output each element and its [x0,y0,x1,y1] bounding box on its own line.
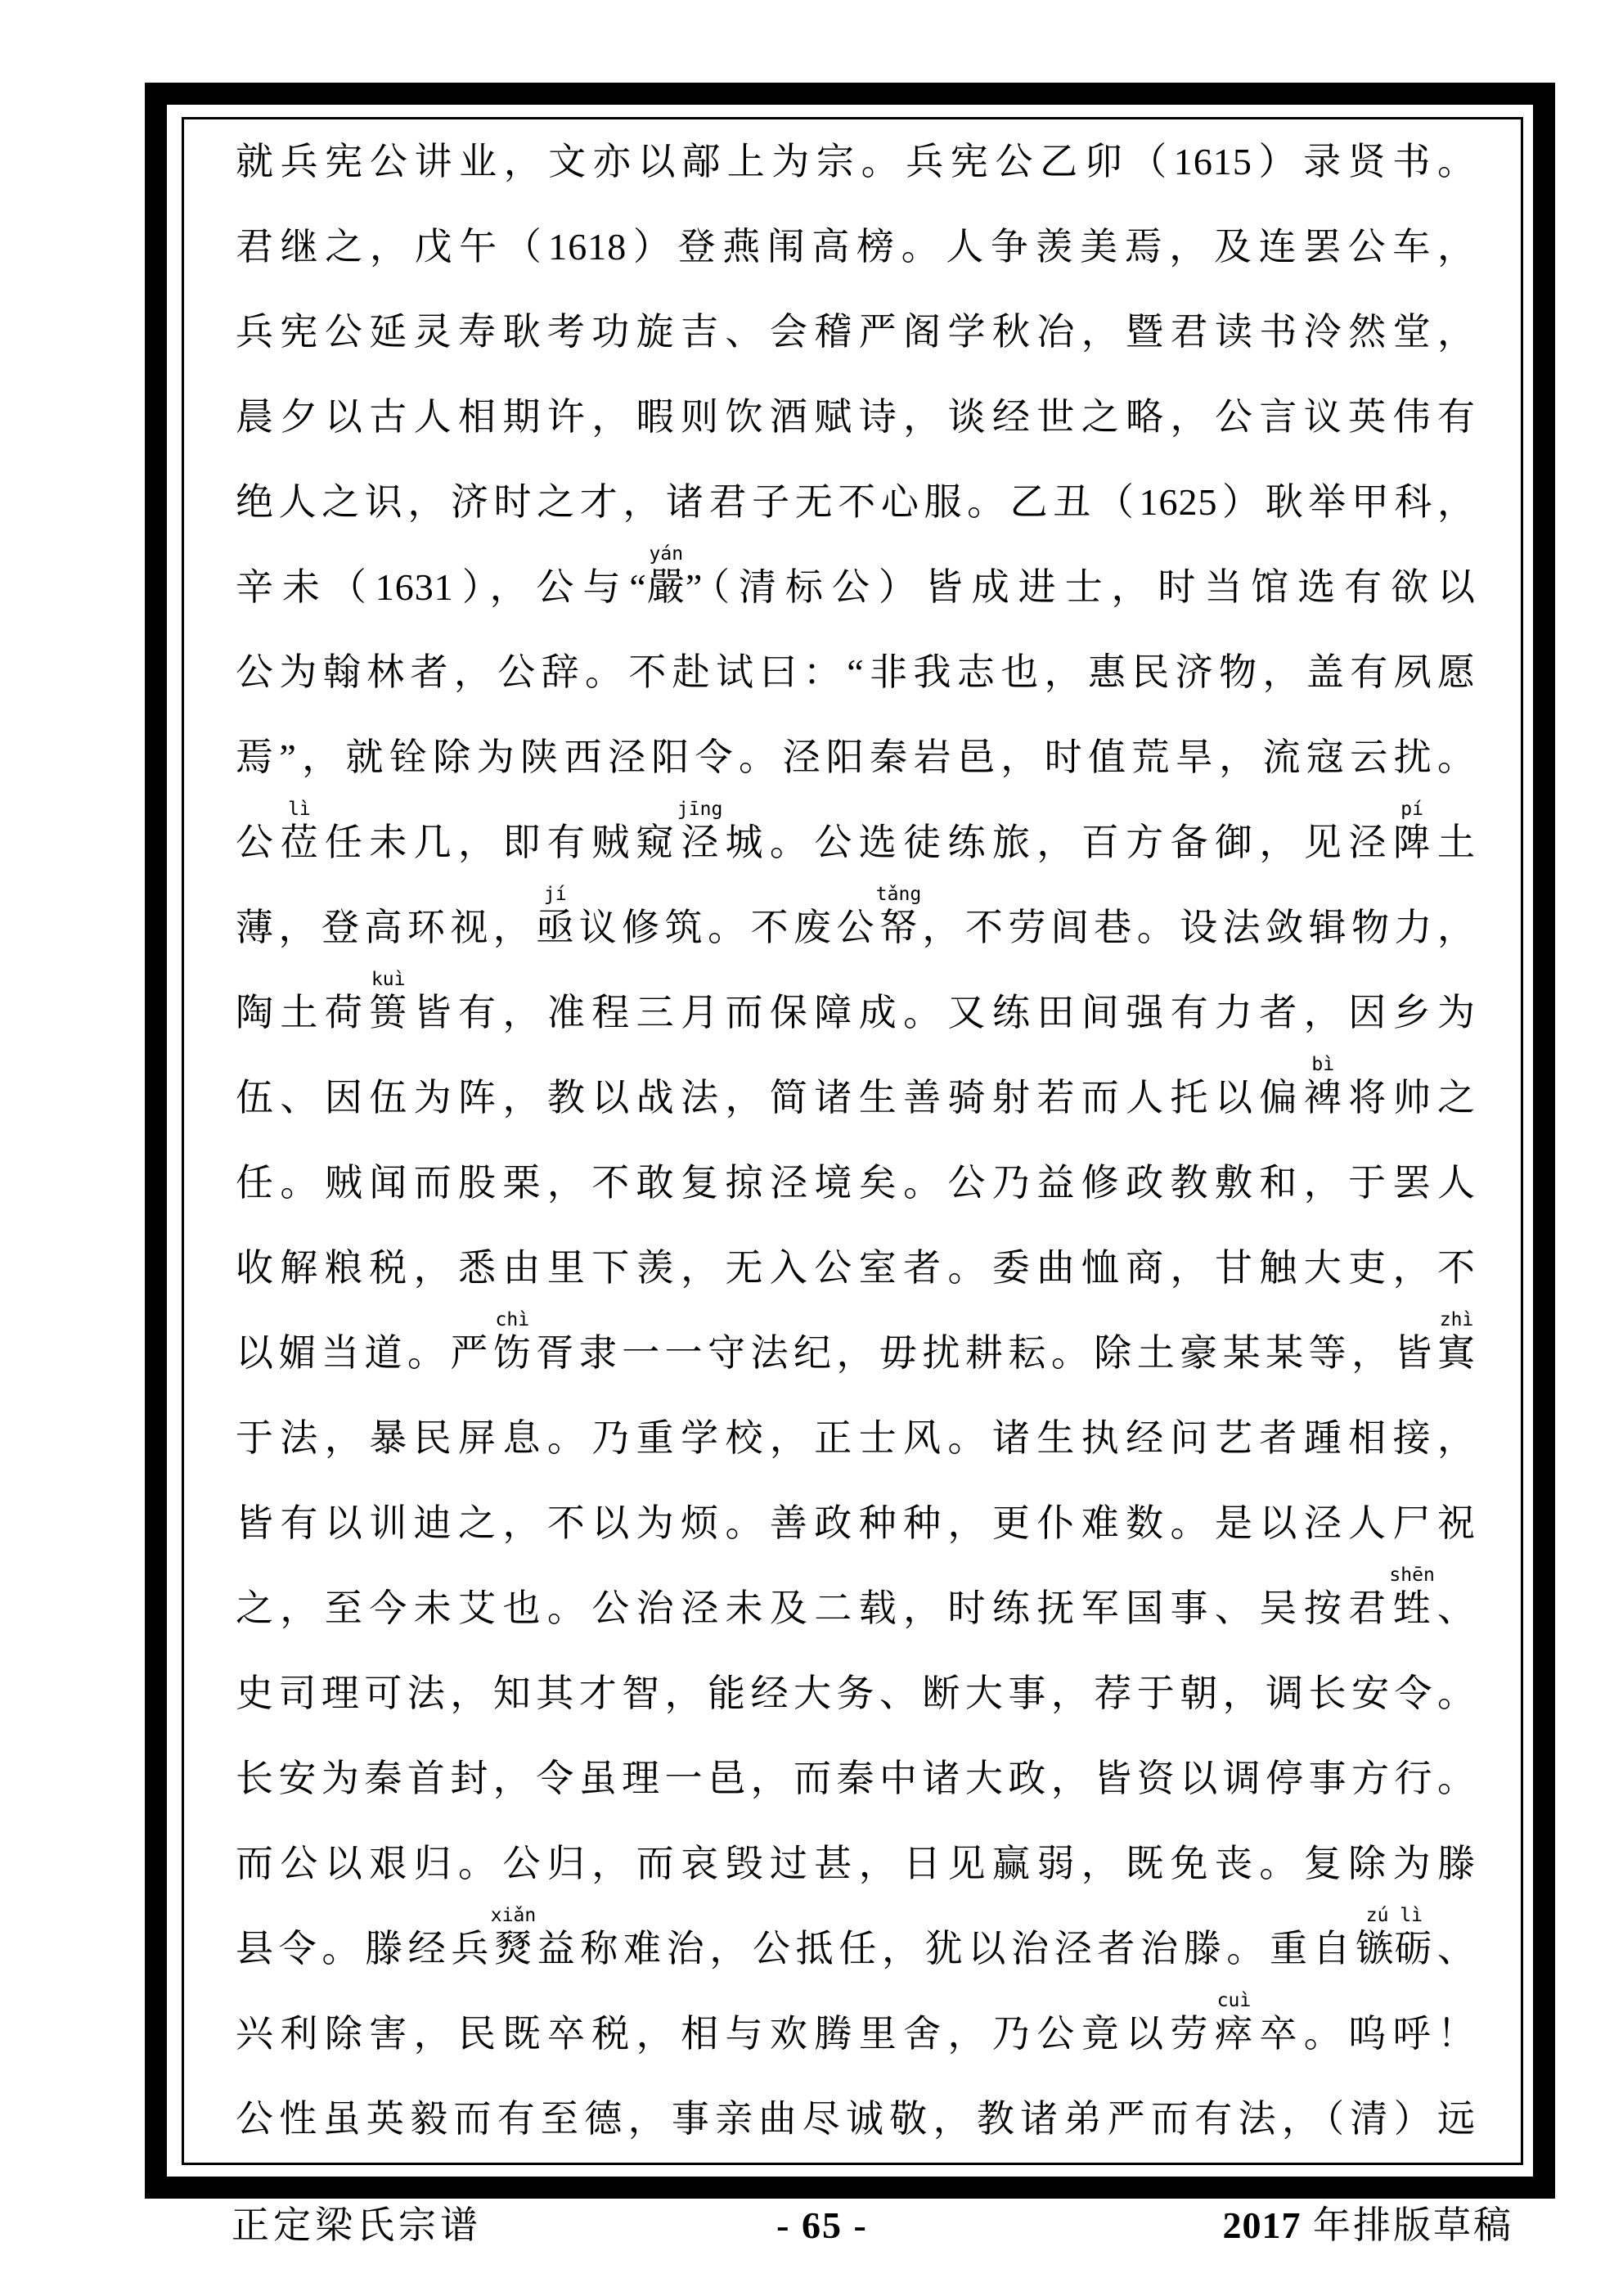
text-line: 而公以艰归。公归，而哀毁过甚，日见赢弱，既免丧。复除为滕 [236,1843,1476,1884]
footer-page-number: - 65 - [776,2204,868,2246]
pinyin-annotation: yán [649,543,684,565]
pinyin-annotation: pí [1400,799,1423,820]
text-line: 薄，登高环视，亟 jí 议修筑。不废公帑 tǎng ，不劳闾巷。设法敛辑物力， [236,885,1476,970]
text-line: 长安为秦首封，令虽理一邑，而秦中诸大政，皆资以调停事方行。 [236,1758,1476,1799]
footer-edition-note [1223,2203,1514,2249]
text-line: 以媚当道。严饬 chì 胥隶一一守法纪，毋扰耕耘。除土豪某某等，皆寘 zhì [236,1311,1476,1396]
annotated-character: 莅 lì [280,799,319,863]
body-text [184,119,1521,2163]
text-line: 于法，暴民屏息。乃重学校，正士风。诸生执经问艺者踵相接， [236,1417,1476,1459]
text-line: 陶土荷篑 kuì 皆有，准程三月而保障成。又练田间强有力者，因乡为 [236,970,1476,1056]
annotated-character: 陴 pí [1392,799,1432,863]
text-line: 就兵宪公讲业，文亦以鄗上为宗。兵宪公乙卯（1615）录贤书。 [236,141,1476,182]
pinyin-annotation: kuì [371,969,406,990]
pinyin-annotation: zú lì [1365,1905,1423,1926]
pinyin-annotation: shēn [1389,1564,1435,1586]
text-line: 君继之，戊午（1618）登燕闱高榜。人争羡美焉，及连罢公车， [236,226,1476,268]
text-line: 皆有以训迪之，不以为烦。善政种种，更仆难数。是以泾人尸祝 [236,1502,1476,1544]
pinyin-annotation: zhì [1439,1309,1474,1330]
text-line: 史司理可法，知其才智，能经大务、断大事，荐于朝，调长安令。 [236,1672,1476,1714]
text-line: 县令。滕经兵燹 xiǎn 益称难治，公抵任，犹以治泾者治滕。重自镞砺 zú lì 、 [236,1907,1476,1992]
annotated-character: 镞砺 zú lì [1355,1905,1433,1970]
page-border-inner [182,117,1523,2165]
pinyin-annotation: jí [543,884,567,905]
annotated-character: 瘁 cuì [1214,1990,1253,2055]
pinyin-annotation: tǎng [875,884,922,905]
annotated-character: 甡 shēn [1389,1564,1435,1629]
text-line: 公为翰林者，公辞。不赴试曰：“非我志也，惠民济物，盖有夙愿 [236,651,1476,693]
pinyin-annotation: cuì [1216,1990,1252,2011]
annotated-character: 寘 zhì [1437,1309,1477,1374]
text-line: 焉”，就铨除为陕西泾阳令。泾阳秦岩邑，时值荒旱，流寇云扰。 [236,736,1476,778]
text-line: 兴利除害，民既卒税，相与欢腾里舍，乃公竟以劳瘁 cuì 卒。呜呼！ [236,1992,1476,2077]
page-border-outer [145,83,1555,2199]
text-line: 收解粮税，悉由里下羡，无入公室者。委曲恤商，甘触大吏，不 [236,1247,1476,1289]
annotated-character: 嚴 yán [646,543,686,608]
text-line: 绝人之识，济时之才，诸君子无不心服。乙丑（1625）耿举甲科， [236,481,1476,523]
annotated-character: 泾 jīng [677,799,723,863]
annotated-character: 亟 jí [536,884,575,948]
footer-year: 2017 [1222,2204,1302,2246]
page-footer [0,2203,1623,2252]
annotated-character: 裨 bì [1303,1054,1342,1119]
text-line: 兵宪公延灵寿耿考功旋吉、会稽严阁学秋冶，暨君读书泠然堂， [236,311,1476,353]
pinyin-annotation: jīng [677,799,723,820]
text-line: 之，至今未艾也。公治泾未及二载，时练抚军国事、吴按君甡 shēn 、 [236,1566,1476,1651]
annotated-character: 篑 kuì [369,969,408,1033]
pinyin-annotation: bì [1311,1054,1335,1075]
text-line: 任。贼闻而股栗，不敢复掠泾境矣。公乃益修政教敷和，于罢人 [236,1162,1476,1204]
annotated-character: 饬 chì [492,1309,532,1374]
annotated-character: 帑 tǎng [875,884,922,948]
footer-edition-label: 年排版草稿 [1301,2204,1513,2246]
text-line: 公莅 lì 任未几，即有贼窥泾 jīng 城。公选徒练旅，百方备御，见泾陴 pí 土 [236,800,1476,885]
text-line: 辛未（1631），公与“嚴 yán ”（清标公）皆成进士，时当馆选有欲以 [236,545,1476,630]
pinyin-annotation: chì [495,1309,530,1330]
annotated-character: 燹 xiǎn [490,1905,537,1970]
pinyin-annotation: lì [288,799,311,820]
text-line: 晨夕以古人相期许，暇则饮酒赋诗，谈经世之略，公言议英伟有 [236,396,1476,438]
text-line: 公性虽英毅而有至德，事亲曲尽诚敬，教诸弟严而有法，（清）远 [236,2098,1476,2140]
text-line: 伍、因伍为阵，教以战法，简诸生善骑射若而人托以偏裨 bì 将帅之 [236,1056,1476,1141]
footer-book-title: 正定梁氏宗谱 [232,2204,482,2246]
pinyin-annotation: xiǎn [490,1905,537,1926]
